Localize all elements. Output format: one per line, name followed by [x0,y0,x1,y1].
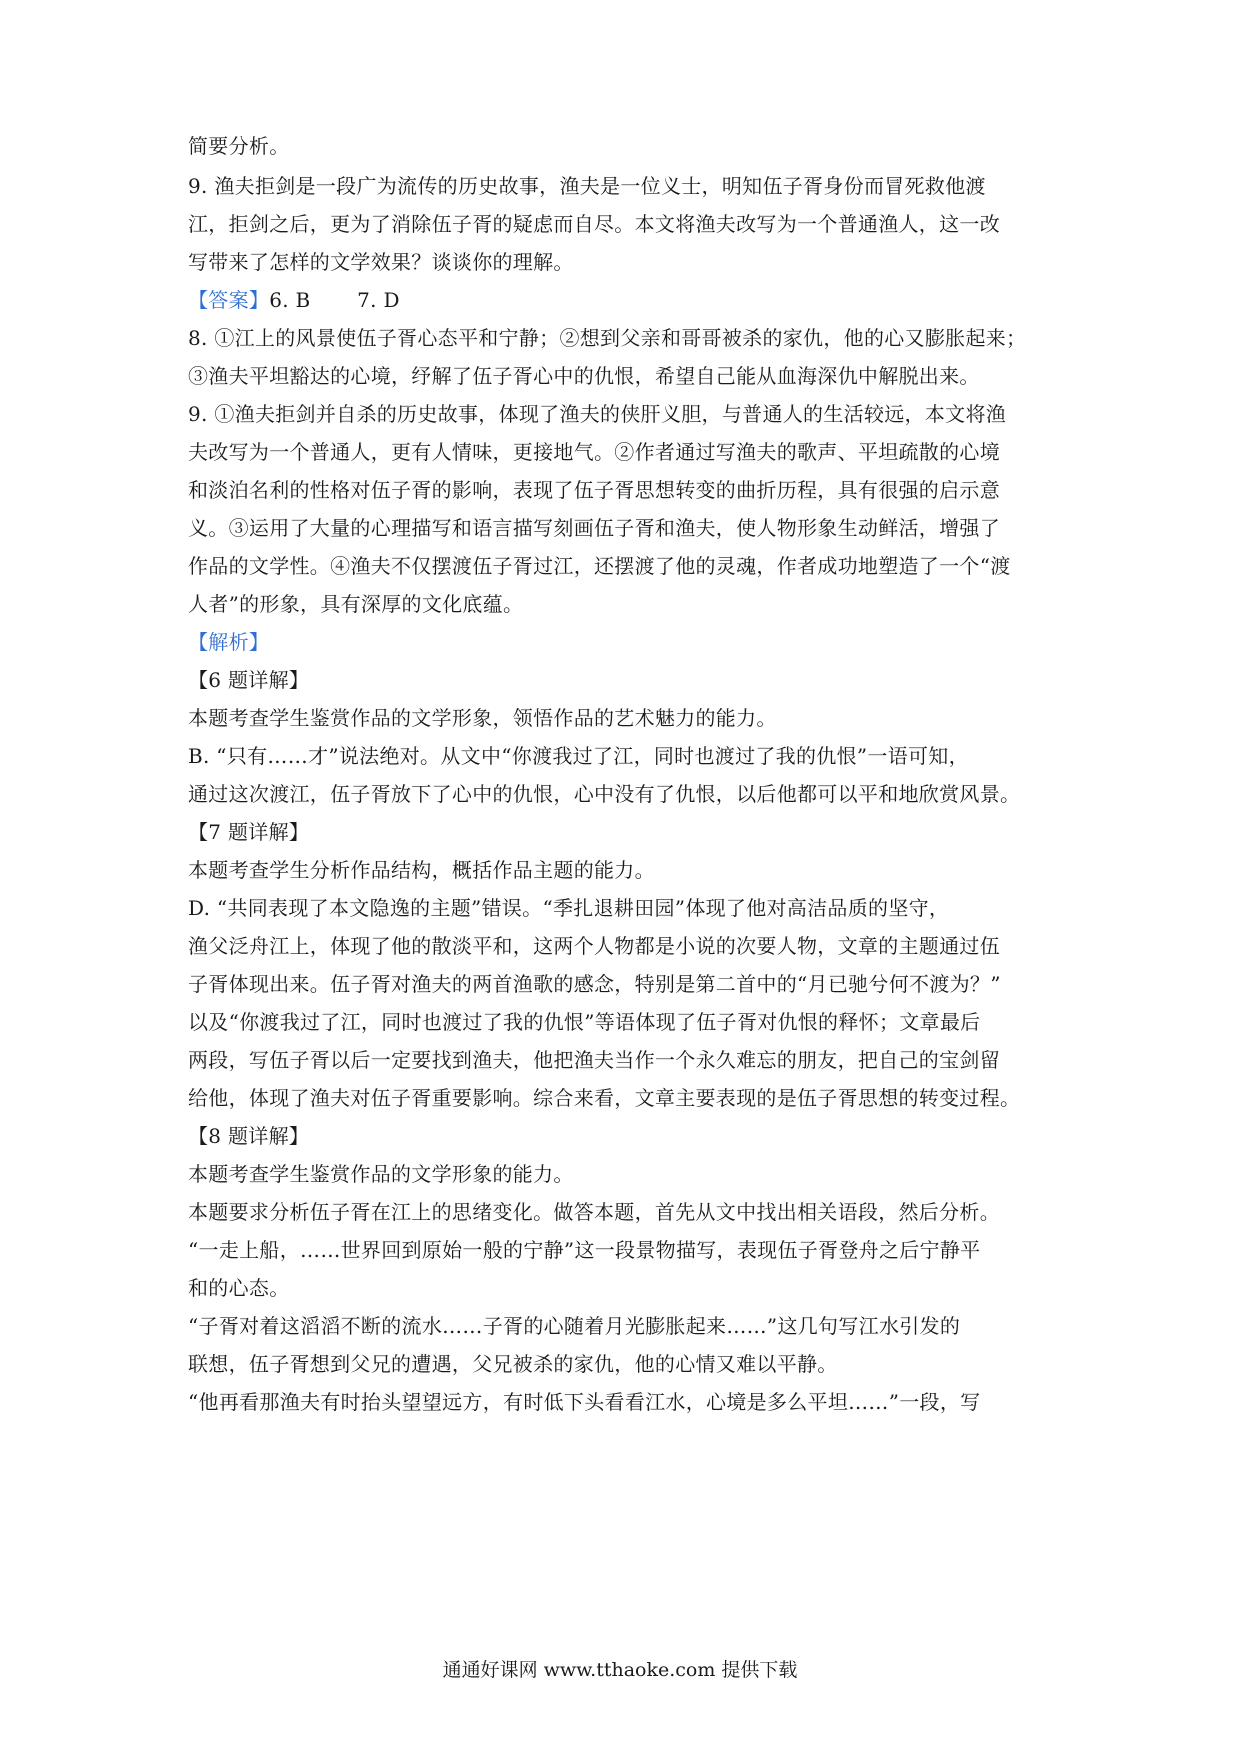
answer-line [188,286,1068,314]
text-line: “子胥对着这滔滔不断的流水……子胥的心随着月光膨胀起来……”这几句写江水引发的 [188,1314,961,1338]
footer-credit: 通通好课网 www.tthaoke.com 提供下载 [442,1659,798,1681]
text-line: 本题考查学生鉴赏作品的文学形象的能力。 [188,1162,574,1186]
answer-9-line: 义。③运用了大量的心理描写和语言描写刻画伍子胥和渔夫，使人物形象生动鲜活，增强了 [188,516,1000,540]
answer-9-line: 和淡泊名利的性格对伍子胥的影响，表现了伍子胥思想转变的曲折历程，具有很强的启示意 [188,478,1000,502]
text-line: “他再看那渔夫有时抬头望望远方，有时低下头看看江水，心境是多么平坦……”一段，写 [188,1390,981,1414]
section-heading-7: 【7 题详解】 [188,820,310,844]
answer-9-line: 夫改写为一个普通人，更有人情味，更接地气。②作者通过写渔夫的歌声、平坦疏散的心境 [188,440,1000,464]
text-line: 本题要求分析伍子胥在江上的思绪变化。做答本题，首先从文中找出相关语段，然后分析。 [188,1200,1000,1224]
text-line: 通过这次渡江，伍子胥放下了心中的仇恨，心中没有了仇恨，以后他都可以平和地欣赏风景。 [188,782,1021,806]
text-line: 给他，体现了渔夫对伍子胥重要影响。综合来看，文章主要表现的是伍子胥思想的转变过程。 [188,1086,1021,1110]
answer-9-line: 作品的文学性。④渔夫不仅摆渡伍子胥过江，还摆渡了他的灵魂，作者成功地塑造了一个“渡 [188,554,1011,578]
analysis-tag: 【解析】 [188,630,270,654]
answer-tag: 【答案】 [188,288,270,312]
answer-8-line: ③渔夫平坦豁达的心境，纾解了伍子胥心中的仇恨，希望自己能从血海深仇中解脱出来。 [188,364,980,388]
text-line: 简要分析。 [188,134,290,158]
text-line: 和的心态。 [188,1276,290,1300]
text-line: 以及“你渡我过了江，同时也渡过了我的仇恨”等语体现了伍子胥对仇恨的释怀；文章最后 [188,1010,981,1034]
text-line: “一走上船，……世界回到原始一般的宁静”这一段景物描写，表现伍子胥登舟之后宁静平 [188,1238,981,1262]
section-heading-8: 【8 题详解】 [188,1124,310,1148]
text-line: 联想，伍子胥想到父兄的遭遇，父兄被杀的家仇，他的心情又难以平静。 [188,1352,838,1376]
text-line: D. “共同表现了本文隐逸的主题”错误。“季扎退耕田园”体现了他对高洁品质的坚守， [188,896,950,920]
text-line: 本题考查学生鉴赏作品的文学形象，领悟作品的艺术魅力的能力。 [188,706,777,730]
text-line: 渔父泛舟江上，体现了他的散淡平和，这两个人物都是小说的次要人物，文章的主题通过伍 [188,934,1000,958]
answer-9-line: 9. ①渔夫拒剑并自杀的历史故事，体现了渔夫的侠肝义胆，与普通人的生活较远，本文将渔 [188,402,1007,426]
text-line: 两段，写伍子胥以后一定要找到渔夫，他把渔夫当作一个永久难忘的朋友，把自己的宝剑留 [188,1048,1000,1072]
question-9-line: 江，拒剑之后，更为了消除伍子胥的疑虑而自尽。本文将渔夫改写为一个普通渔人，这一改 [188,212,1000,236]
answer-text: 6. B 7. D [269,288,400,312]
answer-8-line: 8. ①江上的风景使伍子胥心态平和宁静；②想到父亲和哥哥被杀的家仇，他的心又膨胀起来； [188,326,1027,350]
text-line: 本题考查学生分析作品结构，概括作品主题的能力。 [188,858,655,882]
text-line: B. “只有……才”说法绝对。从文中“你渡我过了江，同时也渡过了我的仇恨”一语可知， [188,744,969,768]
question-9-line: 写带来了怎样的文学效果？谈谈你的理解。 [188,250,574,274]
question-9-line: 9. 渔夫拒剑是一段广为流传的历史故事，渔夫是一位义士，明知伍子胥身份而冒死救他渡 [188,174,986,198]
section-heading-6: 【6 题详解】 [188,668,310,692]
text-line: 子胥体现出来。伍子胥对渔夫的两首渔歌的感念，特别是第二首中的“月已驰兮何不渡为？” [188,972,1001,996]
answer-9-line: 人者”的形象，具有深厚的文化底蕴。 [188,592,524,616]
